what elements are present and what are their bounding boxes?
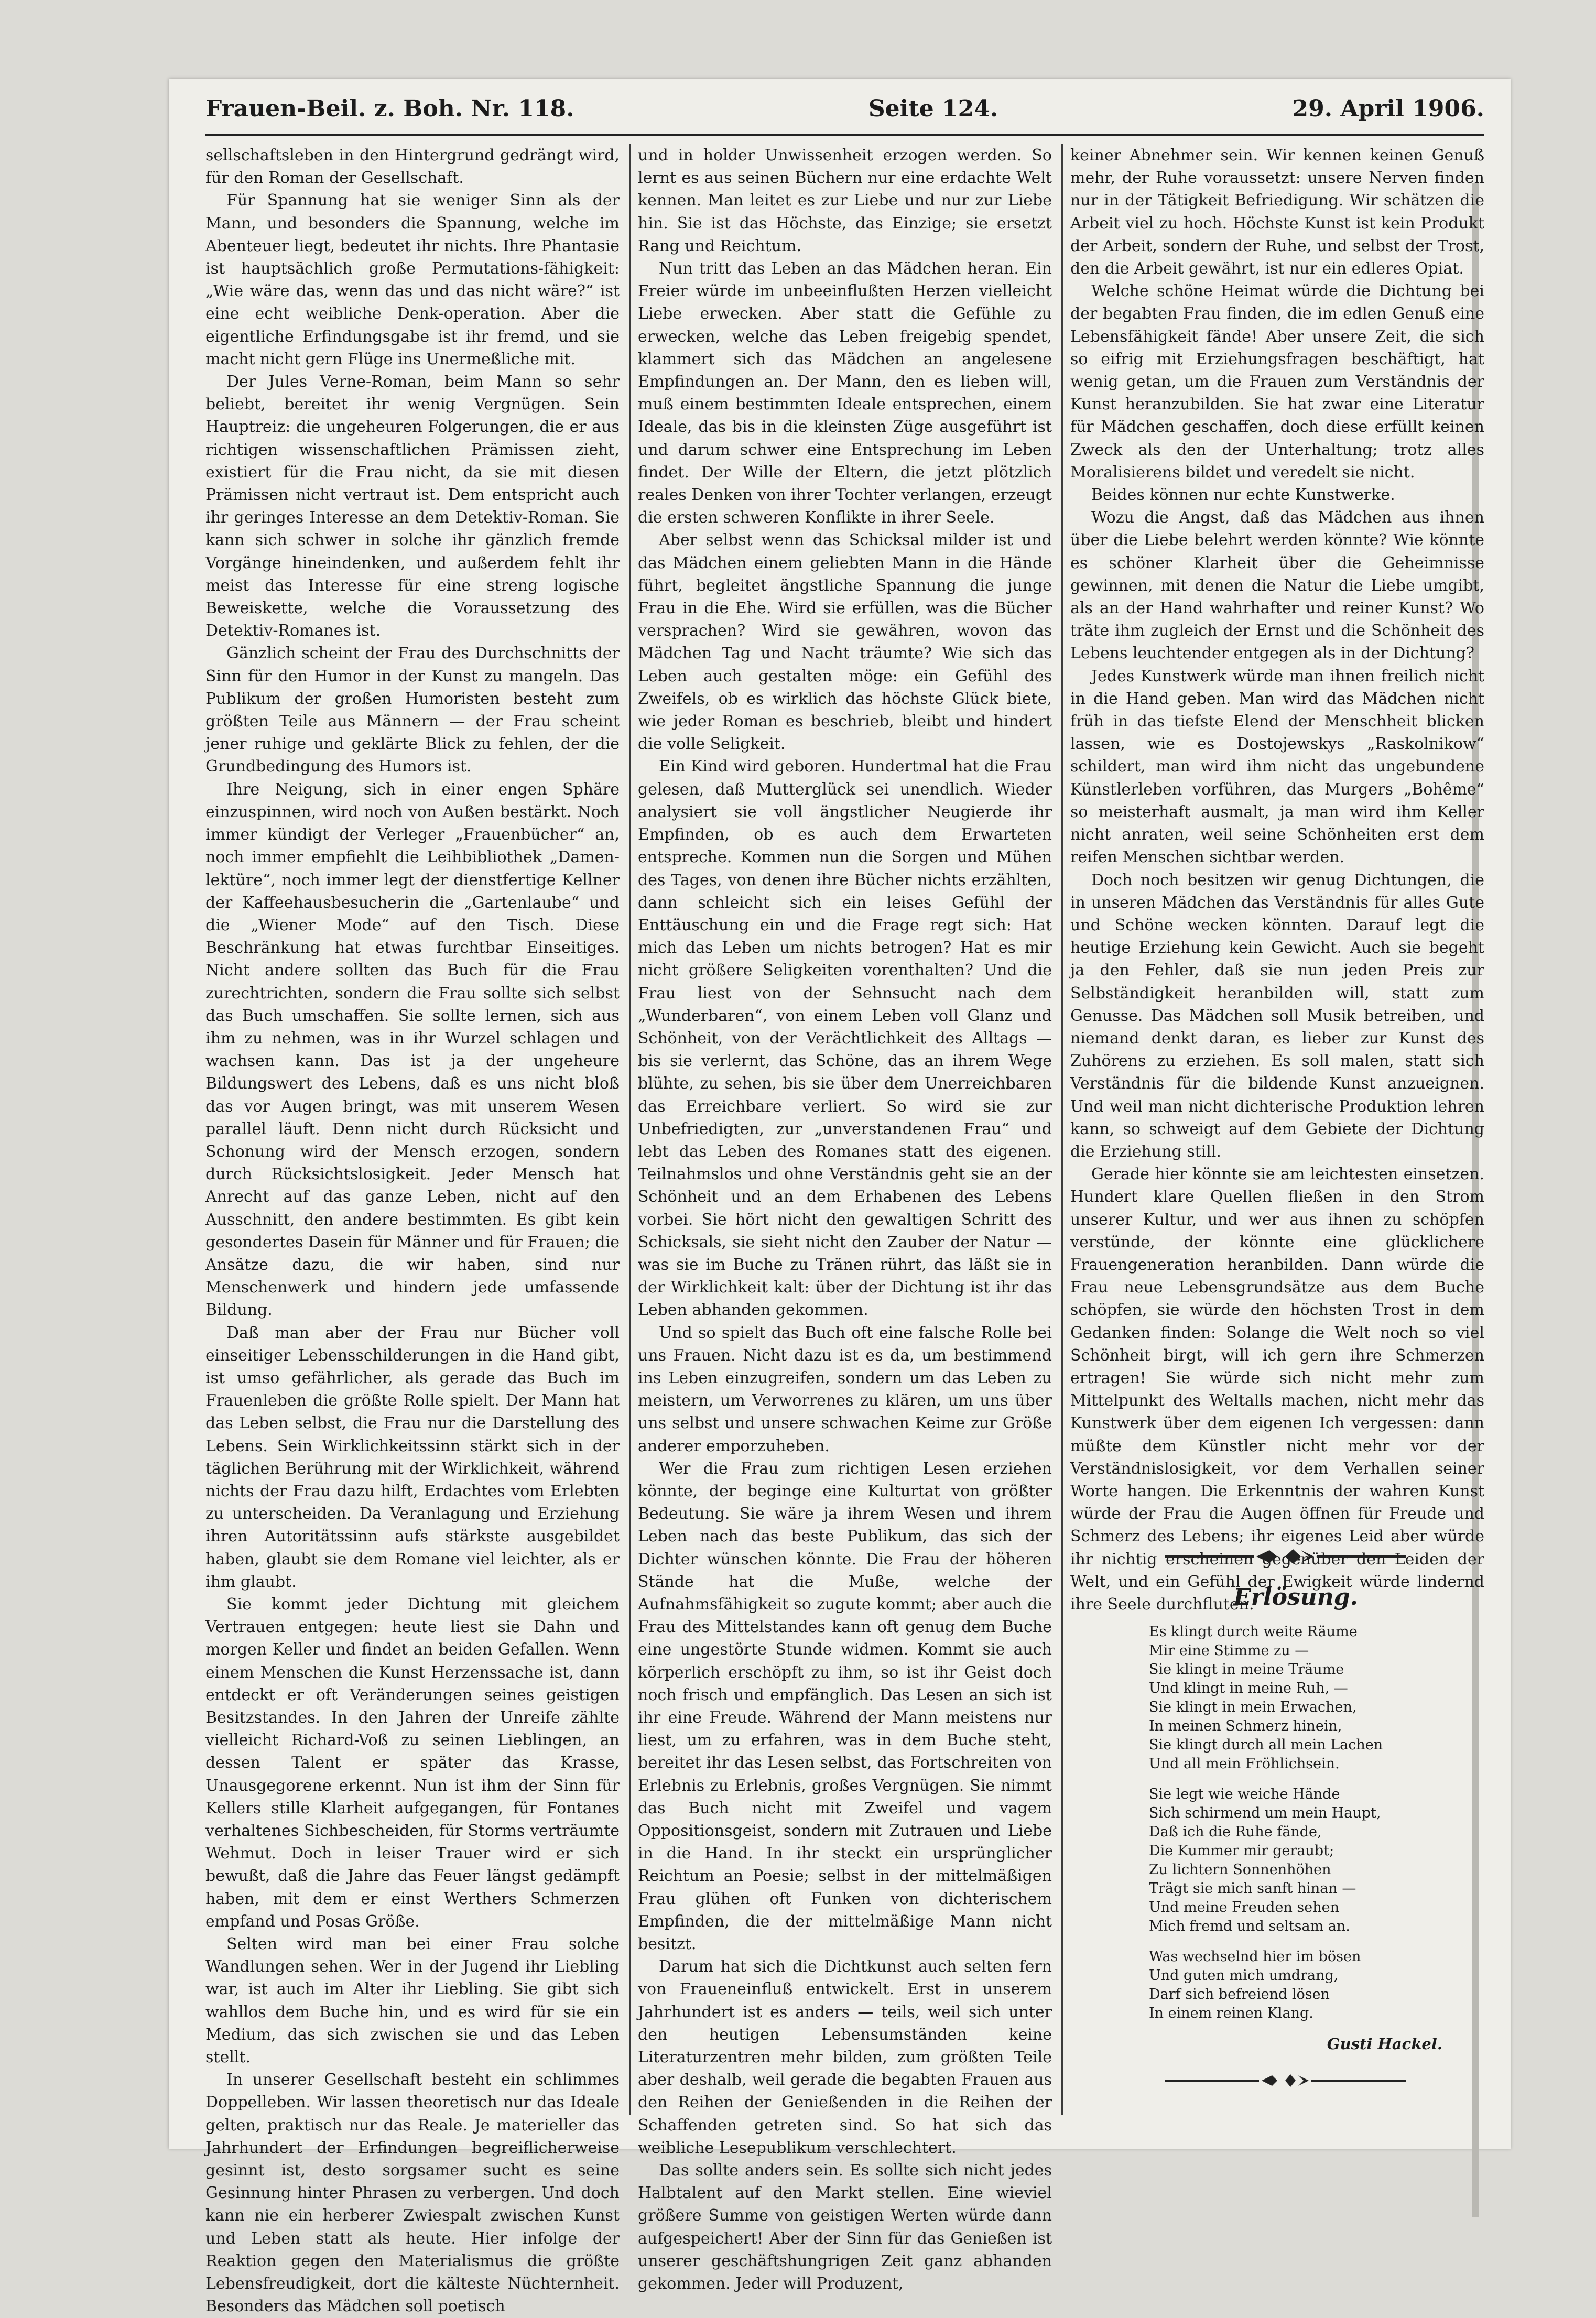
poem-line: Sie klingt durch all mein Lachen xyxy=(1149,1737,1383,1753)
poem-line: Und meine Freuden sehen xyxy=(1149,1899,1340,1916)
header-date: 29. April 1906. xyxy=(1292,95,1484,122)
poem-line: Daß ich die Ruhe fände, xyxy=(1149,1824,1322,1840)
poem xyxy=(1149,1584,1442,2053)
paragraph: Ihre Neigung, sich in einer engen Sphäre einzuspinnen, wird noch von Außen bestärkt. Noch immer kündigt der Verleger „Frauenbücher“ an, noch immer empfiehlt die Leihbibliothek „Damen-lektüre“, noch immer legt der dienstfertige Kellner der Kaffeehausbesucherin die „Gartenlaube“ und die „Wiener Mode“ auf den Tisch. Diese Beschränkung hat etwas furchtbar Einseitiges. Nicht andere sollten das Buch für die Frau zurechtrichten, sondern die Frau sollte sich selbst das Buch umschaffen. Sie sollte lernen, sich aus ihm zu nehmen, was in ihr Wurzel schlagen und wachsen kann. Das ist ja der ungeheure Bildungswert des Lebens, daß es uns nicht bloß das vor Augen bringt, was mit unserem Wesen parallel läuft. Denn nicht durch Rücksicht und Schonung wird der Mensch erzogen, sondern durch Rücksichtslosigkeit. Jeder Mensch hat Anrecht auf das ganze Leben, nicht auf den Ausschnitt, den andere bestimmten. Es gibt kein gesondertes Dasein für Männer und für Frauen; die Ansätze dazu, die wir haben, sind nur Menschenwerk und hindern jede umfassende Bildung. xyxy=(205,780,620,1320)
column-rule-1 xyxy=(629,144,631,2115)
paragraph: Das sollte anders sein. Es sollte sich nicht jedes Halbtalent auf den Markt stellen. Eine wieviel größere Summe von geistigen Werten würde dann aufgespeichert! Aber der Sinn für das Genießen ist unserer geschäftshungrigen Zeit ganz abhanden gekommen. Jeder will Produzent, xyxy=(638,2161,1052,2293)
poem-line: Trägt sie mich sanft hinan — xyxy=(1149,1880,1356,1897)
poem-author: Gusti Hackel. xyxy=(1327,2035,1442,2053)
column-rule-2 xyxy=(1061,144,1063,2115)
paragraph: Beides können nur echte Kunstwerke. xyxy=(1091,486,1395,505)
poem-line: Mich fremd und seltsam an. xyxy=(1149,1918,1350,1934)
poem-stanza xyxy=(1149,1623,1442,1773)
paragraph: Für Spannung hat sie weniger Sinn als der Mann, und besonders die Spannung, welche im Abenteuer liegt, bedeutet ihr nichts. Ihre Phantasie ist hauptsächlich große Permutations-fähigkeit: „Wie wäre das, wenn das und das nicht wäre?“ ist eine echt weibliche Denk-operation. Aber die eigentliche Erfindungsgabe ist ihr fremd, und sie macht nicht gern Flüge ins Unermeßliche mit. xyxy=(205,191,620,368)
header-page-number: Seite 124. xyxy=(868,95,998,122)
header-publication: Frauen-Beil. z. Boh. Nr. 118. xyxy=(205,95,574,122)
poem-line: Die Kummer mir geraubt; xyxy=(1149,1843,1334,1859)
poem-line: In meinen Schmerz hinein, xyxy=(1149,1718,1342,1734)
poem-title: Erlösung. xyxy=(1233,1584,1358,1610)
paragraph: Darum hat sich die Dichtkunst auch selten fern von Fraueneinfluß entwickelt. Erst in unserem Jahrhundert ist es anders — teils, weil sich unter den heutigen Lebensumständen keine Literaturzentren mehr bilden, zum größten Teile aber deshalb, weil gerade die begabten Frauen aus den Reihen der Genießenden in die Reihen der Schaffenden getreten sind. So hat sich das weibliche Lesepublikum verschlechtert. xyxy=(638,1957,1052,2157)
paragraph: Aber selbst wenn das Schicksal milder ist und das Mädchen einem geliebten Mann in die Hände führt, begleitet ängstliche Spannung die junge Frau in die Ehe. Wird sie erfüllen, was die Bücher versprachen? Wird sie gewähren, wovon das Mädchen Tag und Nacht träumte? Wie sich das Leben auch gestalten möge: ein Gefühl des Zweifels, ob es wirklich das höchste Glück biete, wie jeder Roman es beschrieb, bleibt und hindert die volle Seligkeit. xyxy=(638,531,1052,754)
paragraph: keiner Abnehmer sein. Wir kennen keinen Genuß mehr, der Ruhe voraussetzt: unsere Nerven finden nur in der Tätigkeit Befriedigung. Wir schätzen die Arbeit viel zu hoch. Höchste Kunst ist kein Produkt der Arbeit, sondern der Ruhe, und selbst der Trost, den die Arbeit gewährt, ist nur ein edleres Opiat. xyxy=(1070,146,1484,278)
paragraph: Wozu die Angst, daß das Mädchen aus ihnen über die Liebe belehrt werden könnte? Wie könnte es schöner Klarheit über die Geheimnisse gewinnen, mit denen die Natur die Liebe umgibt, als an der Hand wahrhafter und reiner Kunst? Wo träte ihm zugleich der Ernst und die Schönheit des Lebens leuchtender entgegen als in der Dichtung? xyxy=(1070,508,1484,663)
poem-line: Und all mein Fröhlichsein. xyxy=(1149,1756,1340,1772)
poem-line: Darf sich befreiend lösen xyxy=(1149,1986,1330,2003)
paragraph: Sie kommt jeder Dichtung mit gleichem Vertrauen entgegen: heute liest sie Dahn und morgen Keller und findet an beiden Gefallen. Wenn einem Menschen die Kunst Herzenssache ist, dann entdeckt er oft Veränderungen seines geistigen Besitzstandes. In den Jahren der Unreife zählte vielleicht Richard-Voß zu seinen Lieblingen, an dessen Talent er später das Krasse, Unausgegorene erkennt. Nun ist ihm der Sinn für Kellers stille Klarheit aufgegangen, für Fontanes verhaltenes Sichbescheiden, für Storms verträumte Wehmut. Doch in leiser Trauer wird er sich bewußt, daß die Jahre das Feuer längst gedämpft haben, mit dem er einst Werthers Schmerzen empfand und Posas Größe. xyxy=(205,1595,620,1931)
paragraph: Daß man aber der Frau nur Bücher voll einseitiger Lebensschilderungen in die Hand gibt, ist umso gefährlicher, als gerade das Buch im Frauenleben die größte Rolle spielt. Der Mann hat das Leben selbst, die Frau nur die Darstellung des Lebens. Sein Wirklichkeitssinn stärkt sich in der täglichen Berührung mit der Wirklichkeit, während nichts der Frau dazu hilft, Erdachtes vom Erlebten zu unterscheiden. Da Veranlagung und Erziehung ihren Autoritätssinn aufs stärkste ausgebildet haben, glaubt sie dem Romane viel leichter, als er ihm glaubt. xyxy=(205,1323,620,1591)
poem-stanza xyxy=(1149,1785,1442,1936)
paragraph: und in holder Unwissenheit erzogen werden. So lernt es aus seinen Büchern nur eine erdachte Welt kennen. Man leitet es zur Liebe und nur zur Liebe hin. Sie ist das Höchste, das Einzige; sie ersetzt Rang und Reichtum. xyxy=(638,146,1052,255)
paragraph: Ein Kind wird geboren. Hundertmal hat die Frau gelesen, daß Mutterglück sei unendlich. Wieder analysiert sie voll ängstlicher Neugierde ihr Empfinden, ob es auch dem Erwarteten entspreche. Kommen nun die Sorgen und Mühen des Tages, von denen ihre Bücher nichts erzählten, dann schleicht sich ein leises Gefühl der Enttäuschung ein und die Frage regt sich: Hat mich das Leben um nichts betrogen? Hat es mir nicht größere Seligkeiten vorenthalten? Und die Frau liest von der Sehnsucht nach dem „Wunderbaren“, von einem Leben voll Glanz und Schönheit, von der Verächtlichkeit des Alltags — bis sie verlernt, das Schöne, das an ihrem Wege blühte, zu sehen, bis sie über dem Unerreichbaren das Erreichbare verliert. So wird sie zur Unbefriedigten, zur „unverstandenen Frau“ und lebt das Leben des Romanes statt des eigenen. Teilnahmslos und ohne Verständnis geht sie an der Schönheit und an dem Erhabenen des Lebens vorbei. Sie hört nicht den gewaltigen Schritt des Schicksals, sie sieht nicht den Zauber der Natur — was sie im Buche zu Tränen rührt, das läßt sie in der Wirklichkeit kalt: über der Dichtung ist ihr das Leben abhanden gekommen. xyxy=(638,757,1052,1320)
ornament-divider-bottom xyxy=(1165,2070,1406,2091)
paragraph: Welche schöne Heimat würde die Dichtung bei der begabten Frau finden, die im edlen Genuß eine Lebensfähigkeit fände! Aber unsere Zeit, die sich so eifrig mit Erziehungsfragen beschäftigt, hat wenig getan, um die Frauen zum Verständnis der Kunst heranzubilden. Sie hat zwar eine Literatur für Mädchen geschaffen, doch diese erfüllt keinen Zweck als den der Unterhaltung; trotz alles Moralisierens bildet und veredelt sie nicht. xyxy=(1070,282,1484,482)
header-rule xyxy=(205,134,1484,136)
poem-line: Sie klingt in mein Erwachen, xyxy=(1149,1699,1357,1715)
poem-line: Mir eine Stimme zu — xyxy=(1149,1642,1309,1659)
paragraph: In unserer Gesellschaft besteht ein schlimmes Doppelleben. Wir lassen theoretisch nur das Ideale gelten, praktisch nur das Reale. Je materieller das Jahrhundert der Erfindungen begreiflicherweise gesinnt ist, desto sorgsamer sucht es seine Gesinnung hinter Phrasen zu verbergen. Und doch kann nie ein herberer Zwiespalt zwischen Kunst und Leben statt als heute. Hier infolge der Reaktion gegen den Materialismus die größte Lebensfreudigkeit, dort die kälteste Nüchternheit. Besonders das Mädchen soll poetisch xyxy=(205,2071,620,2316)
paragraph: Nun tritt das Leben an das Mädchen heran. Ein Freier würde im unbeeinflußten Herzen vielleicht Liebe erwecken. Aber statt die Gefühle zu erwecken, welche das Leben freigebig spendet, klammert sich das Mädchen an angelesene Empfindungen an. Der Mann, den es lieben will, muß einem bestimmten Ideale entsprechen, einem Ideale, das bis in die kleinsten Züge ausgeführt ist und darum schwer eine Entsprechung im Leben findet. Der Wille der Eltern, die jetzt plötzlich reales Denken von ihrer Tochter verlangen, erzeugt die ersten schweren Konflikte in ihrer Seele. xyxy=(638,259,1052,527)
poem-line: Was wechselnd hier im bösen xyxy=(1149,1949,1361,1965)
paragraph: sellschaftsleben in den Hintergrund gedrängt wird, für den Roman der Gesellschaft. xyxy=(205,146,620,188)
poem-line: Sie klingt in meine Träume xyxy=(1149,1661,1344,1678)
text-column-2 xyxy=(638,144,1052,2293)
poem-line: Zu lichtern Sonnenhöhen xyxy=(1149,1862,1331,1878)
paragraph: Selten wird man bei einer Frau solche Wandlungen sehen. Wer in der Jugend ihr Liebling war, ist auch im Alter ihr Liebling. Sie gibt sich wahllos dem Buche hin, und es wird für sie ein Medium, das sich zwischen sie und das Leben stellt. xyxy=(205,1935,620,2067)
paragraph: Jedes Kunstwerk würde man ihnen freilich nicht in die Hand geben. Man wird das Mädchen nicht früh in das tiefste Elend der Menschheit blicken lassen, wie es Dostojewskys „Raskolnikow“ schildert, man wird ihm nicht das ungebundene Künstlerleben vorführen, das Murgers „Bohême“ so meisterhaft ausmalt, ja man wird ihm Keller nicht anraten, weil seine Schönheiten erst dem reifen Menschen sichtbar werden. xyxy=(1070,667,1484,867)
paragraph: Wer die Frau zum richtigen Lesen erziehen könnte, der beginge eine Kulturtat von größter Bedeutung. Sie wäre ja ihrem Wesen und ihrem Leben nach das beste Publikum, das sich der Dichter wünschen könnte. Die Frau der höheren Stände hat die Muße, welche der Aufnahmsfähigkeit so zugute kommt; aber auch die Frau des Mittelstandes kann oft genug dem Buche eine ungestörte Stunde widmen. Kommt sie auch körperlich erschöpft zu ihm, so ist ihr Geist doch noch frisch und empfänglich. Das Lesen an sich ist ihr eine Freude. Während der Mann meistens nur liest, um zu erfahren, was in dem Buche steht, bereitet ihr das Lesen selbst, das Fortschreiten von Erlebnis zu Erlebnis, großes Vergnügen. Sie nimmt das Buch nicht mit Zweifel und vagem Oppositionsgeist, sondern mit Zutrauen und Liebe in die Hand. In ihr steckt ein ursprünglicher Reichtum an Poesie; selbst in der mittelmäßigen Frau glühen oft Funken von dichterischem Empfinden, die der mittelmäßige Mann nicht besitzt. xyxy=(638,1459,1052,1954)
poem-line: Und guten mich umdrang, xyxy=(1149,1967,1339,1984)
ornament-divider xyxy=(1165,1546,1406,1567)
newspaper-page xyxy=(169,79,1511,2316)
paragraph: Der Jules Verne-Roman, beim Mann so sehr beliebt, bereitet ihr wenig Vergnügen. Sein Hauptreiz: die ungeheuren Folgerungen, die er aus richtigen wissenschaftlichen Prämissen zieht, existiert für die Frau nicht, da sie mit diesen Prämissen nicht vertraut ist. Dem entspricht auch ihr geringes Interesse an dem Detektiv-Roman. Sie kann sich schwer in solche ihr gänzlich fremde Vorgänge hineindenken, und außerdem fehlt ihr meist das Interesse für eine streng logische Beweiskette, welche die Voraussetzung des Detektiv-Romanes ist. xyxy=(205,373,620,640)
page-header xyxy=(205,90,1484,127)
poem-line: Und klingt in meine Ruh, — xyxy=(1149,1680,1348,1696)
paragraph: Doch noch besitzen wir genug Dichtungen, die in unseren Mädchen das Verständnis für alles Gute und Schöne wecken könnten. Darauf legt die heutige Erziehung kein Gewicht. Auch sie begeht ja den Fehler, daß sie nun jeden Preis zur Selbständigkeit heranbilden will, statt zum Genusse. Das Mädchen soll Musik betreiben, und niemand denkt daran, es lieber zur Kunst des Zuhörens zu erziehen. Es soll malen, statt sich Verständnis für die bildende Kunst anzueignen. Und weil man nicht dichterische Produktion lehren kann, so schweigt auf dem Gebiete der Dichtung die Erziehung still. xyxy=(1070,870,1484,1161)
poem-line: Sich schirmend um mein Haupt, xyxy=(1149,1805,1381,1821)
poem-stanza xyxy=(1149,1947,1442,2023)
poem-line: Es klingt durch weite Räume xyxy=(1149,1624,1358,1640)
poem-line: Sie legt wie weiche Hände xyxy=(1149,1786,1340,1802)
text-column-1 xyxy=(205,144,620,2316)
paragraph: Gerade hier könnte sie am leichtesten einsetzen. Hundert klare Quellen fließen in den Strom unserer Kultur, und wer aus ihnen zu schöpfen verstünde, der könnte eine glücklichere Frauengeneration heranbilden. Dann würde die Frau neue Lebensgrundsätze aus dem Buche schöpfen, sie würde den höchsten Trost in dem Gedanken finden: Solange die Welt noch so viel Schönheit birgt, will ich gern ihre Schmerzen ertragen! Sie würde sich nicht mehr zum Mittelpunkt des Weltalls machen, nicht mehr das Kunstwerk über dem eigenen Ich vergessen: dann müßte dem Künstler nicht mehr vor der Verständnislosigkeit, vor dem Verhallen seiner Worte hangen. Die Erkenntnis der wahren Kunst würde der Frau die Augen öffnen für Freude und Schmerz des Lebens; ihr eigenes Leid aber würde ihr nichtig erscheinen gegenüber den Leiden der Welt, und ein Gefühl der Ewigkeit würde lindernd ihre Seele durchfluten. xyxy=(1070,1165,1484,1614)
paragraph: Und so spielt das Buch oft eine falsche Rolle bei uns Frauen. Nicht dazu ist es da, um bestimmend ins Leben einzugreifen, sondern um das Leben zu meistern, um Verworrenes zu klären, um uns über uns selbst und unsere schwachen Keime zur Größe anderer emporzuheben. xyxy=(638,1323,1052,1455)
poem-line: In einem reinen Klang. xyxy=(1149,2005,1313,2021)
paragraph: Gänzlich scheint der Frau des Durchschnitts der Sinn für den Humor in der Kunst zu mangeln. Das Publikum der großen Humoristen besteht zum größten Teile aus Männern — der Frau scheint jener ruhige und geklärte Blick zu fehlen, der die Grundbedingung des Humors ist. xyxy=(205,644,620,776)
